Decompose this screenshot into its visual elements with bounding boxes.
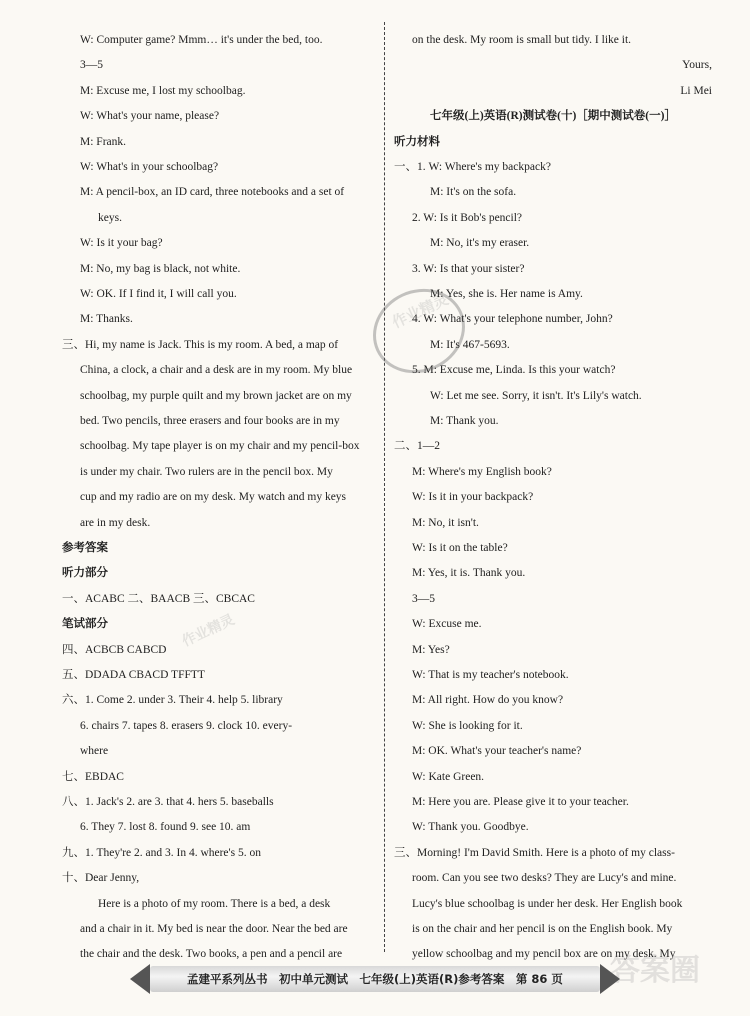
text-line: M: It's 467-5693. [430, 338, 510, 351]
text-line: schoolbag. My tape player is on my chair and my pencil-box [80, 440, 360, 453]
text-line: W: What's your name, please? [80, 110, 220, 123]
text-line: 6. They 7. lost 8. found 9. see 10. am [80, 821, 251, 834]
text-line: 3—5 [412, 592, 435, 605]
text-line: 听力材料 [394, 135, 440, 148]
text-line: where [80, 745, 109, 758]
text-line: M: Frank. [80, 135, 126, 148]
text-line: W: Is it in your backpack? [412, 491, 534, 504]
text-line: M: OK. What's your teacher's name? [412, 745, 582, 758]
text-line: are in my desk. [80, 516, 151, 529]
watermark-text: 作业精灵 [179, 611, 238, 650]
text-line: 四、ACBCB CABCD [62, 643, 167, 656]
text-line: W: Let me see. Sorry, it isn't. It's Lily's watch. [430, 389, 642, 402]
text-line: 6. chairs 7. tapes 8. erasers 9. clock 10. every- [80, 719, 293, 732]
text-line: W: Excuse me. [412, 618, 482, 631]
text-line: M: Yes, it is. Thank you. [412, 567, 526, 580]
text-line: is on the chair and her pencil is on the English book. My [412, 923, 673, 935]
footer-arrow-right-icon [600, 964, 620, 994]
text-line: W: Thank you. Goodbye. [412, 821, 529, 834]
column-divider [384, 22, 385, 952]
text-line: Li Mei [680, 84, 712, 97]
text-line: cup and my radio are on my desk. My watch and my keys [80, 491, 347, 504]
corner-watermark: 答案圈 [610, 953, 700, 988]
text-line: China, a clock, a chair and a desk are in my room. My blue [80, 364, 353, 377]
text-line: 3. W: Is that your sister? [412, 262, 525, 275]
text-line: 七年级(上)英语(R)测试卷(十)［期中测试卷(一)］ [430, 110, 676, 123]
text-line: Yours, [682, 59, 712, 72]
text-line: 4. W: What's your telephone number, John? [412, 313, 613, 326]
text-line: 3—5 [80, 59, 103, 72]
text-line: M: No, it isn't. [412, 516, 479, 529]
text-line: 三、Morning! I'm David Smith. Here is a photo of my class- [394, 846, 675, 859]
text-line: 十、Dear Jenny, [62, 872, 140, 885]
text-line: 七、EBDAC [62, 770, 124, 783]
text-line: M: Yes, she is. Her name is Amy. [430, 288, 583, 300]
text-line: 听力部分 [62, 567, 108, 580]
text-line: Lucy's blue schoolbag is under her desk. Her English book [412, 897, 683, 910]
text-line: 5. M: Excuse me, Linda. Is this your watch? [412, 364, 616, 377]
text-line: M: Excuse me, I lost my schoolbag. [80, 84, 246, 97]
text-line: M: Here you are. Please give it to your teacher. [412, 796, 629, 808]
text-line: W: Is it on the table? [412, 542, 508, 554]
text-line: M: Thank you. [430, 415, 499, 427]
text-line: M: Thanks. [80, 313, 133, 326]
text-line: 一、1. W: Where's my backpack? [394, 161, 551, 173]
footer-arrow-left-icon [130, 964, 150, 994]
text-line: 2. W: Is it Bob's pencil? [412, 211, 523, 224]
text-line: M: No, my bag is black, not white. [80, 262, 241, 275]
text-line: Here is a photo of my room. There is a bed, a desk [98, 897, 331, 910]
text-line: is under my chair. Two rulers are in the pencil box. My [80, 465, 333, 478]
text-line: room. Can you see two desks? They are Lucy's and mine. [412, 872, 677, 885]
text-line: 八、1. Jack's 2. are 3. that 4. hers 5. baseballs [62, 796, 274, 808]
text-line: the chair and the desk. Two books, a pen and a pencil are [80, 948, 343, 961]
text-line: M: Where's my English book? [412, 465, 552, 478]
text-line: keys. [98, 211, 122, 224]
text-line: on the desk. My room is small but tidy. I like it. [412, 34, 632, 46]
text-line: yellow schoolbag and my pencil box are on my desk. My [412, 948, 676, 961]
text-line: W: Computer game? Mmm… it's under the bed, too. [80, 34, 323, 46]
text-line: 参考答案 [62, 542, 108, 554]
page-footer: 孟建平系列丛书 初中单元测试 七年级(上)英语(R)参考答案 第 86 页 [150, 966, 600, 992]
text-line: W: What's in your schoolbag? [80, 161, 219, 173]
text-line: 五、DDADA CBACD TFFTT [62, 669, 205, 681]
text-line: W: OK. If I find it, I will call you. [80, 288, 237, 300]
text-line: 六、1. Come 2. under 3. Their 4. help 5. library [62, 694, 283, 707]
text-line: 九、1. They're 2. and 3. In 4. where's 5. on [62, 846, 261, 859]
text-line: W: Kate Green. [412, 770, 485, 783]
text-line: W: That is my teacher's notebook. [412, 669, 569, 681]
text-line: W: Is it your bag? [80, 237, 163, 250]
text-line: 二、1—2 [394, 440, 440, 453]
text-line: W: She is looking for it. [412, 719, 523, 732]
text-line: bed. Two pencils, three erasers and four books are in my [80, 415, 340, 427]
text-line: 三、Hi, my name is Jack. This is my room. A bed, a map of [62, 338, 339, 351]
text-line: M: Yes? [412, 643, 450, 656]
text-line: and a chair in it. My bed is near the door. Near the bed are [80, 923, 348, 935]
watermark-stamp-text: 作业精灵 [389, 290, 452, 332]
text-line: 笔试部分 [62, 618, 108, 631]
text-line: M: No, it's my eraser. [430, 237, 530, 250]
text-line: 一、ACABC 二、BAACB 三、CBCAC [62, 592, 255, 605]
text-line: M: All right. How do you know? [412, 694, 564, 707]
text-line: M: It's on the sofa. [430, 186, 517, 199]
text-line: M: A pencil-box, an ID card, three notebooks and a set of [80, 186, 345, 199]
text-line: schoolbag, my purple quilt and my brown jacket are on my [80, 389, 352, 402]
